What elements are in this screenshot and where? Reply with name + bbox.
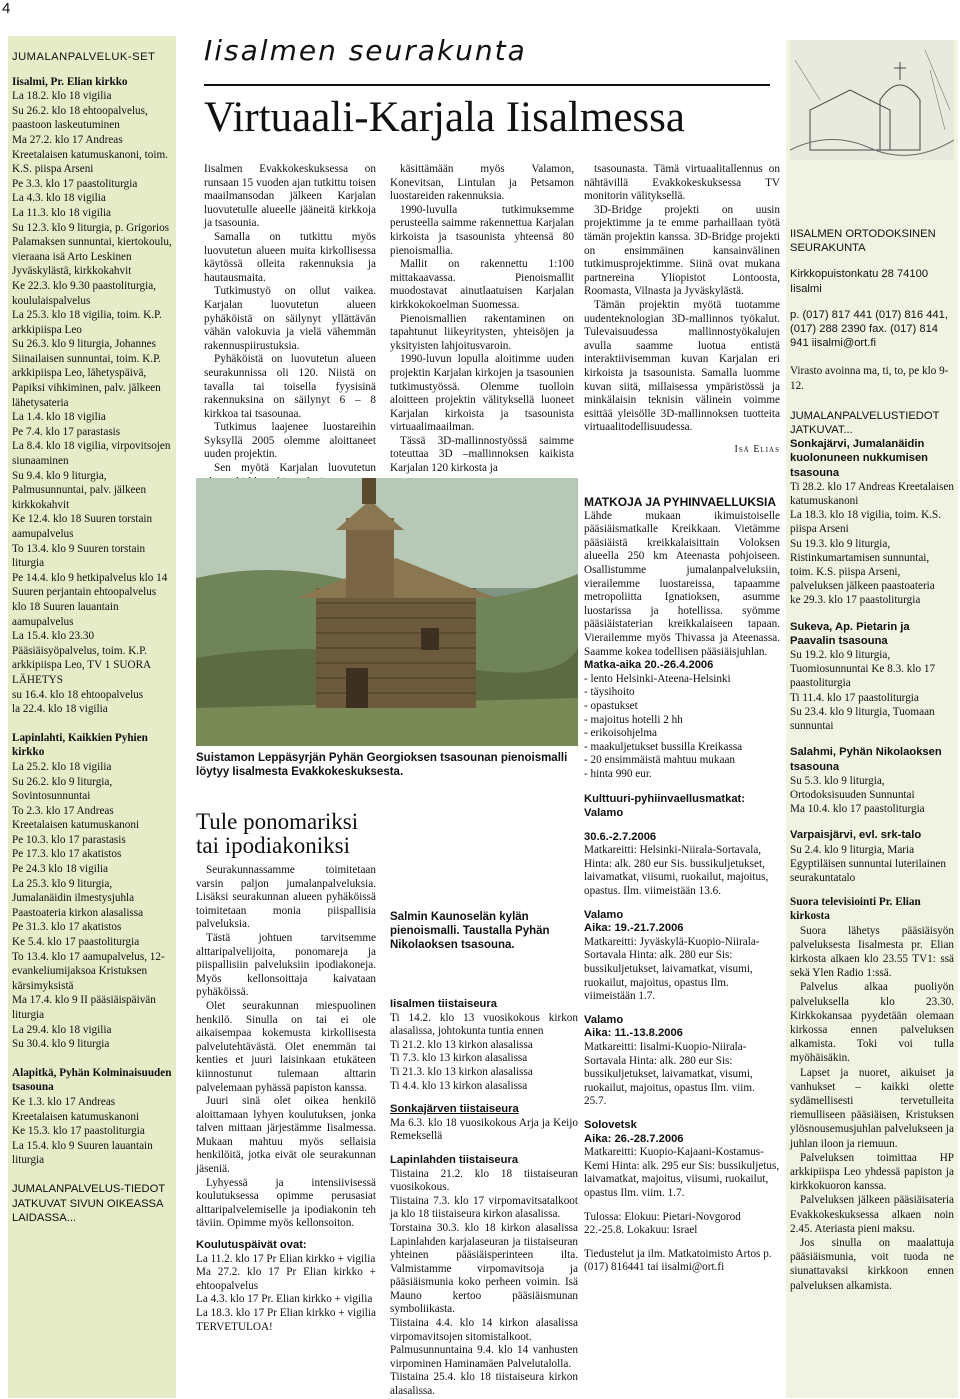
varpaisjarvi-title: Varpaisjärvi, evl. srk-talo — [790, 829, 922, 842]
trip-line: - täysihoito — [584, 686, 635, 699]
trip-line: - lento Helsinki-Ateena-Helsinki — [584, 672, 731, 685]
article-col-1 — [204, 163, 376, 489]
trip-dates: 30.6.-2.7.2006 — [584, 830, 657, 843]
service-line: Ke 12.4. klo 18 Suuren torstain aamupalvelus — [12, 513, 153, 540]
service-line: Su 26.3. klo 9 liturgia, Johannes Siinailaisen sunnuntai, toim. K.P. arkkipiispa Leo, lähetyspäivä, Papiksi vihkiminen, palv. jälkeen lähetysateria — [12, 338, 161, 409]
ponomari-paragraph: Lyhyessä ja intensiivisessä koulutuksessa opimme perusasiat alttaripalvelemiselle ja ipodiakonin teh täviin. Opimme myös kellonsoiton. — [196, 1176, 376, 1230]
service-line: La 25.3. klo 9 liturgia, Jumalanäidin ilmestysjuhla — [12, 877, 135, 905]
service-line: La 18.3. klo 18 vigilia, toim. K.S. piispa Arseni — [790, 509, 942, 536]
matkoja-block — [584, 496, 780, 1275]
left-sidebar-services — [8, 36, 176, 1398]
article-paragraph: 1990-luvulla tutkimuksemme perusteella saimme rakennettua Karjalan kirkoista ja tsasounista yhteensä 80 pienoismallia. — [390, 203, 574, 257]
ponomari-paragraph: Olet seurakunnan miespuolinen henkilö. Sinulla on tai ei ole aikaisempaa kokemusta kirkollisesta palvelutehtävästä. Olet enemmän tai kenties et juuri laisinkaan etukäteen kiinnostunut tulemaan alttarin palvelemaan pyhässä papiston kanssa. — [196, 999, 376, 1094]
article-paragraph: Pienoismallien rakentaminen on tapahtunut liikeyritysten, yhteisöjen ja yksityisten lahjoitusvaroin. — [390, 312, 574, 352]
contact: Tiedustelut ja ilm. Matkatoimisto Artos p. (017) 816441 tai iisalmi@ort.fi — [584, 1247, 772, 1274]
trip-dates: Aika: 26.-28.7.2006 — [584, 1132, 684, 1145]
service-line: Ti 28.2. klo 17 Andreas Kreetalaisen katumuskanoni — [790, 480, 954, 508]
culture-trip — [584, 1119, 780, 1201]
office-hours: Virasto avoinna ma, ti, to, pe klo 9-12. — [790, 365, 949, 392]
lapinlahti-tiistaiseura-title: Lapinlahden tiistaiseura — [390, 1153, 519, 1166]
trip-title: Matka-aika 20.-26.4.2006 — [584, 659, 714, 672]
chapel-model-illustration — [196, 478, 578, 746]
service-line: Ma 10.4. klo 17 paastoliturgia — [790, 803, 925, 816]
tiistaiseura-line: Ti 7.3. klo 13 kirkon alasalissa — [390, 1052, 528, 1065]
training-title: Koulutuspäivät ovat: — [196, 1239, 307, 1252]
matkoja-title: MATKOJA JA PYHINVAELLUKSIA — [584, 495, 777, 509]
church-drawing-icon — [790, 40, 954, 160]
service-line: su 16.4. klo 18 ehtoopalvelus — [12, 688, 144, 701]
ponomari-body — [196, 864, 376, 1334]
header-rule — [204, 84, 770, 86]
tiistaiseura-line: Ti 14.2. klo 13 vuosikokous kirkon alasalissa, johtokunta tuntia ennen — [390, 1011, 578, 1038]
service-line: Ke 15.3. klo 17 paastoliturgia — [12, 1125, 145, 1138]
service-line: La 15.4. klo 23.30 Pääsiäisyöpalvelus, toim. K.P. arkkipiispa Leo, TV 1 SUORA LÄHETYS — [12, 630, 151, 686]
sonkajarvi-title: Sonkajärvi, Jumalanäidin kuolonuneen nukkumisen tsasouna — [790, 438, 928, 479]
tv-title: Suora televisiointi Pr. Elian kirkosta — [790, 896, 921, 923]
trip-destination: Valamo — [584, 908, 624, 921]
alapitka-title: Alapitkä, Pyhän Kolminaisuuden tsasouna — [12, 1066, 172, 1094]
trip-destination: Solovetsk — [584, 1118, 637, 1131]
article-paragraph: Samalla on tutkittu myös luovutetun alueen muita kirkollisessa käytössä olleita rakennuksia ja hautausmaita. — [204, 230, 376, 284]
trip-line: - hinta 990 eur. — [584, 767, 652, 780]
service-line: La 1.4. klo 18 vigilia — [12, 411, 106, 424]
continue-heading: JUMALANPALVELUSTIEDOT JATKUVAT... — [790, 409, 940, 437]
tv-paragraph: Palveluksen toimittaa HP arkkipiispa Leo yhdessä papiston ja kirkkokuoron kanssa. — [790, 1151, 954, 1193]
article-paragraph: Tutkimustyö on ollut vaikea. Karjalan luovutetun alueen pyhäköistä on säilynyt yllättävän vähän valokuvia ja vielä vähemmän rakennuspiirustuksia. — [204, 285, 376, 352]
tiistaiseura-line: Tiistaina 4.4. klo 14 kirkon alasalissa virpomavitsojen sitomistalkoot. — [390, 1317, 578, 1343]
service-line: Pe 14.4. klo 9 hetkipalvelus klo 14 Suuren perjantain ehtoopalvelus — [12, 571, 168, 599]
trip-dates: Aika: 11.-13.8.2006 — [584, 1027, 683, 1040]
service-line: Ke 1.3. klo 17 Andreas Kreetalaisen katumuskanoni — [12, 1095, 140, 1123]
ponomari-paragraph: Tästä johtuen tarvitsemme alttaripalvelijoita, ponomareja ja piispallisiin palveluksiin ipodiakoneja. Myös kellonsoittaja kaivataan pyhäköissä. — [196, 931, 376, 999]
service-line: Pe 7.4. klo 17 parastasis — [12, 425, 121, 438]
service-line: To 2.3. klo 17 Andreas Kreetalaisen katumuskanoni — [12, 804, 140, 832]
service-line: Ke 5.4. klo 17 paastoliturgia — [12, 936, 140, 949]
article-col-3 — [584, 163, 780, 456]
service-line: Ma 17.4. klo 9 II pääsiäispäivän liturgia — [12, 994, 156, 1021]
culture-title: Kulttuuri-pyhiinvaellusmatkat: Valamo — [584, 793, 745, 820]
tv-paragraph: Palveluksen jälkeen pääsiäisateria Evakkokeskuksessa alkaen noin 2.45. Ateriasta pieni maksu. — [790, 1194, 954, 1235]
trip-details: Matkareitti: Jyväskylä-Kuopio-Niirala-Sortavala Hinta: alk. 280 eur Sis: bussikuljetukset, laivamatkat, visumi, ruokailut, majoitus, opastus Ilm. viimeistään 1.7. — [584, 935, 760, 1003]
trip-details: Matkareitti: Kuopio-Kajaani-Kostamus-Kemi Hinta: alk. 295 eur Sis: bussikuljetus, laivamatkat, majoitus, viisumi, ruokailut, opastus Ilm. viim. 1.7. — [584, 1146, 780, 1199]
lapinlahti-title: Lapinlahti, Kaikkien Pyhien kirkko — [12, 731, 148, 759]
tulossa: Tulossa: Elokuu: Pietari-Novgorod 22.-25.8. Lokakuu: Israel — [584, 1210, 741, 1237]
service-line: La 25.2. klo 18 vigilia — [12, 760, 112, 773]
tv-paragraph: Palvelus alkaa puoliyön palveluksella klo 23.30. Kirkkokansaa pyydetään olemaan kirkossa ennen palveluksen alkamista. Toki voi tulla myöhäisäkin. — [790, 981, 954, 1065]
service-line: To 13.4. klo 17 aamupalvelus, 12-evankeliumijaksoa Kristuksen kärsimyksistä — [12, 950, 165, 992]
trip-line: - erikoisohjelma — [584, 727, 658, 740]
service-line: klo 18 Suuren lauantain aamupalvelus — [12, 600, 119, 628]
trip-line: - opastukset — [584, 699, 638, 712]
article-paragraph: Iisalmen Evakkokeskuksessa on runsaan 15 vuoden ajan tutkittu toisen maailmansodan jälkeen Karjalan luovutetulle alueelle jääneitä kirkkoja ja tsasounia. — [204, 163, 376, 230]
headline: Virtuaali-Karjala Iisalmessa — [204, 94, 685, 141]
service-line: Pe 24.3 klo 18 vigilia — [12, 863, 109, 876]
alapitka-list — [12, 1095, 172, 1168]
article-paragraph: käsittämään myös Valamon, Konevitsan, Lintulan ja Petsamon luostareiden rakennuksia. — [390, 163, 574, 203]
service-line: Pe 10.3. klo 17 parastasis — [12, 833, 126, 846]
tiistaiseura-line: Ti 21.2. klo 13 kirkon alasalissa — [390, 1038, 533, 1051]
matkoja-intro: Lähde mukaan ikimuistoiselle pääsiäismatkalle Kreikkaan. Vietämme pääsiäistä kreikkalaisittain Voloksen alueella 250 km Ateenasta pohjoiseen. Osallistumme jumalanpalveluksiin, vierailemme luostareissa, tapaamme metropoliitta Ignatioksen, asumme luostarissa ja hotellissa. syömme pääsiäistaterian kreikkalaiseen tapaan. Vierailemme myös Thivassa ja Ateenassa. Saamme kokea todellisen pääsiäisjuhlan. — [584, 509, 780, 658]
tiistaiseura-line: Palmusunnuntaina 9.4. klo 14 vanhusten virpominen Haminamäen Palvelutalolla. — [390, 1344, 578, 1370]
article-paragraph: 3D-Bridge projekti on uusin projektimme ja te emme parhaillaan työtä tämän projektin kanssa. 3D-Bridge projekti on ensimmäinen kansainvälinen tutkimusprojektimme. Siinä ovat mukana partnereina Yliopistot Lontoosta, Roomasta, Vilnasta ja Jyväskylästä. — [584, 203, 780, 298]
service-line: To 13.4. klo 9 Suuren torstain liturgia — [12, 542, 146, 570]
lapinlahti-list — [12, 760, 172, 1052]
signature: Isä Elias — [734, 443, 780, 455]
trip-line: - 20 ensimmäistä mahtuu mukaan — [584, 754, 735, 767]
tiistaiseura-line: Ti 21.3. klo 13 kirkon alasalissa — [390, 1065, 533, 1078]
service-line: Pe 17.3. klo 17 akatistos — [12, 848, 122, 861]
training-line: La 18.3. klo 17 Pr Elian kirkko + vigilia TERVETULOA! — [196, 1307, 376, 1333]
service-line: Su 23.4. klo 9 liturgia, Tuomaan sunnuntai — [790, 705, 935, 733]
tiistaiseura-line: Tiistaina 21.2. klo 18 tiistaiseuran vuosikokous. — [390, 1167, 578, 1194]
iisalmi-tiistaiseura-title: Iisalmen tiistaiseura — [390, 998, 497, 1010]
service-line: La 15.4. klo 9 Suuren lauantain liturgia — [12, 1139, 153, 1167]
article-paragraph: Pyhäköistä on luovutetun alueen seurakunnissa oli 120. Niistä on tavalla tai toisella fyysisinä rakennuksina on säilynyt 6 – 8 kirkkoa tai tsasounaa. — [204, 353, 376, 420]
training-line: La 11.2. klo 17 Pr Elian kirkko + vigilia — [196, 1252, 376, 1265]
org-phones: p. (017) 817 441 (017) 816 441, (017) 288 2390 fax. (017) 814 941 iisalmi@ort.fi — [790, 308, 948, 350]
service-line: La 11.3. klo 18 vigilia — [12, 206, 112, 219]
tiistaiseura-line: Tiistaina 25.4. klo 18 tiistaiseura kirkon alasalissa. — [390, 1371, 578, 1398]
service-line: Su 26.2. klo 18 ehtoopalvelus, paastoon laskeutuminen — [12, 104, 148, 132]
sukeva-title: Sukeva, Ap. Pietarin ja Paavalin tsasouna — [790, 620, 910, 647]
service-line: ke 29.3. klo 17 paastoliturgia — [790, 594, 921, 607]
tiistaiseura-line: Torstaina 30.3. klo 18 kirkon alasalissa Lapinlahden karjalaseuran ja tiistaiseuran yhteinen pääsiäisperinteen ilta. Valmistamme virpomavitsoja ja pääsiäismunia koko perheen voimin. Isä Mauno kertoo pääsiäismunan symboliikasta. — [390, 1221, 578, 1316]
article-paragraph: Tämän projektin myötä tuotamme uudenteknologian 3D-mallinnos työkalut. Tulevaisuudessa mallinnostyökalujen avulla saamme luotua entistä interaktiivisemman kuvan Karjalan eri kirkoista ja tsasounista. Samalla luomme kuvan siitä, millaisessa ympäristössä ja minkälaisin teknisin välinein voimme esittää yleisölle 3D-mallinnoksen tuotteita virtuaalitodellisuudessa. — [584, 298, 780, 434]
service-line: Paastoateria kirkon alasalissa — [12, 906, 144, 919]
trip-line: - maakuljetukset bussilla Kreikassa — [584, 740, 743, 753]
article-paragraph: 1990-luvun lopulla aloitimme uuden projektin Karjalan kirkojen ja tsasounien tutkimustyössä. Olemme tuolloin aloitteen projektin välityksellä luoneet Karjalan kirkoista ja tsasounista virtuaalimaailman. — [390, 353, 574, 434]
ponomari-paragraph: Juuri sinä olet oikea henkilö aloittamaan lyhyen koulutuksen, jonka talven mittaan järjestämme Iisalmessa. Mukaan mahtuu myös sellaisia henkilöitä, jotka eivät ole seurakunnan jäseniä. — [196, 1095, 376, 1176]
right-sidebar — [786, 40, 958, 1398]
section-kicker: Iisalmen seurakunta — [204, 34, 527, 67]
service-line: La 29.4. klo 18 vigilia — [12, 1023, 112, 1036]
training-line: Ma 27.2. klo 17 Pr Elian kirkko + ehtoopalvelus — [196, 1266, 376, 1292]
service-line: Su 26.2. klo 9 liturgia, Sovintosunnuntai — [12, 775, 113, 803]
service-line: La 18.2. klo 18 vigilia — [12, 90, 112, 103]
trip-destination: Valamo — [584, 1013, 624, 1026]
article-paragraph: tsasounasta. Tämä virtuaalitallennus on nähtävillä Evakkokeskuksessa TV monitorin välityksellä. — [584, 163, 780, 203]
service-line: Su 5.3. klo 9 liturgia, Ortodoksisuuden Sunnuntai — [790, 774, 915, 801]
service-line: Pe 31.3. klo 17 akatistos — [12, 921, 122, 934]
tv-paragraph: Suora lähetys pääsiäisyön palveluksesta Iisalmesta pr. Elian kirkosta alkaen klo 23.55 TV1: ssä sekä Ylen Radio 1:ssä. — [790, 924, 954, 980]
trip-details: Matkareitti: Helsinki-Niirala-Sortavala, Hinta: alk. 280 eur Sis. bussikuljetukset, laivamatkat, viisumi, ruokailut, majoitus, opastus. Ilm. viimeistään 13.6. — [584, 844, 769, 898]
ponomari-paragraph: Seurakunnassamme toimitetaan varsin paljon jumalanpalveluksia. Lisäksi seurakunnan alueen pyhäköissä toimitetaan monia piispallisia palveluksia. — [196, 864, 376, 931]
tiistaiseura-line: Ti 4.4. klo 13 kirkon alasalissa — [390, 1079, 528, 1092]
ponomari-title: Tule ponomariksi tai ipodiakoniksi — [196, 809, 359, 858]
salahmi-title: Salahmi, Pyhän Nikolaoksen tsasouna — [790, 746, 942, 773]
trip-details: Matkareitti: Iisalmi-Kuopio-Niirala-Sortavala Hinta: alk. 280 eur Sis: bussikuljetukset, laivamatkat, visumi, ruokailut, majoitus, opastus Ilm. viim. 25.7. — [584, 1040, 755, 1108]
service-line: Pe 3.3. klo 17 paastoliturgia — [12, 177, 138, 190]
trip-dates: Aika: 19.-21.7.2006 — [584, 922, 684, 935]
tiistaiseurat-block — [390, 998, 578, 1399]
org-address: Kirkkopuistonkatu 28 74100 Iisalmi — [790, 268, 929, 295]
service-line: Ti 11.4. klo 17 paastoliturgia — [790, 691, 919, 704]
tiistaiseura-line: Ma 6.3. klo 18 vuosikokous Arja ja Keijo Remeksellä — [390, 1116, 578, 1143]
culture-trip — [584, 1014, 780, 1109]
salmin-caption: Salmin Kaunoselän kylän pienoismalli. Taustalla Pyhän Nikolaoksen tsasouna. — [390, 911, 550, 951]
culture-trip — [584, 909, 780, 1004]
article-paragraph: Sen myötä Karjalan luovutetun — [214, 462, 376, 475]
service-line: La 4.3. klo 18 vigilia — [12, 192, 106, 205]
service-line: La 8.4. klo 18 vigilia, virpovitsojen siunaaminen — [12, 440, 171, 468]
iisalmi-list — [12, 89, 172, 717]
service-line: Ma 27.2. klo 17 Andreas Kreetalaisen katumuskanoni, toim. K.S. piispa Arseni — [12, 133, 168, 176]
service-line: La 25.3. klo 18 vigilia, toim. K.P. arkkipiispa Leo — [12, 309, 162, 336]
service-line: Su 12.3. klo 9 liturgia, p. Grigorios Palamaksen sunnuntai, kiertokoulu, vieraana isä Arto Leskinen Jyväskylästä, kirkkokahvit — [12, 221, 172, 278]
service-line: la 22.4. klo 18 vigilia — [12, 703, 108, 716]
services-heading: JUMALANPALVELUK-SET — [12, 51, 156, 63]
article-col-2 — [390, 163, 574, 476]
service-line: Su 19.3. klo 9 liturgia, Ristinkumartamisen sunnuntai, toim. K.S. piispa Arseni, palveluksen jälkeen paastoateria — [790, 537, 935, 593]
training-line: La 4.3. klo 17 Pr. Elian kirkko + vigilia — [196, 1293, 373, 1306]
article-paragraph: Tässä 3D-mallinnostyössä saimme toteuttaa 3D –mallinnoksen kaikista Karjalan 120 kirkosta ja — [390, 434, 574, 475]
iisalmi-title: Iisalmi, Pr. Elian kirkko — [12, 75, 128, 88]
page-number: 4 — [2, 0, 11, 17]
tv-paragraph: Jos sinulla on maalattuja pääsiäismunia, voit tuoda ne siunattavaksi kirkkoon ennen palveluksen alkamista. — [790, 1237, 954, 1292]
continue-note: JUMALANPALVELUS-TIEDOT JATKUVAT SIVUN OIKEASSA LAIDASSA... — [12, 1182, 165, 1225]
chapel-model-photo — [196, 478, 578, 746]
tv-paragraph: Lapset ja nuoret, aikuiset ja vanhukset – kaikki olette sydämellisesti tervetulleita riemulliseen pääsiäisen, Kristuksen ylösnousemusjuhlan palvelukseen ja juhlan iloon ja riemuun. — [790, 1066, 954, 1150]
org-name: IISALMEN ORTODOKSINEN SEURAKUNTA — [790, 228, 936, 255]
tiistaiseura-line: Tiistaina 7.3. klo 17 virpomavitsatalkoot ja klo 18 tiistaiseura kirkon alasalissa. — [390, 1194, 578, 1221]
culture-trip — [584, 831, 780, 899]
article-paragraph: Tutkimus laajenee luostareihin Syksyllä 2005 olemme aloittaneet uuden projektin. — [204, 421, 376, 461]
sonkajarvi-tiistaiseura-title: Sonkajärven tiistaiseura — [390, 1103, 519, 1116]
service-line: Su 19.2. klo 9 liturgia, Tuomiosunnuntai Ke 8.3. klo 17 paastoliturgia — [790, 649, 936, 690]
article-paragraph: Mallit on rakennettu 1:100 mittakaavassa. Pienoismallit muodostavat ainutlaatuisen Karjalan kirkkokokoelman Suomessa. — [390, 258, 574, 311]
service-line: Su 30.4. klo 9 liturgia — [12, 1038, 110, 1051]
trip-line: - majoitus hotelli 2 hh — [584, 713, 683, 726]
service-line: Ke 22.3. klo 9.30 paastoliturgia, koululaispalvelus — [12, 279, 156, 307]
service-line: Su 2.4. klo 9 liturgia, Maria Egyptiläisen sunnuntai luterilainen seurakuntatalo — [790, 843, 946, 884]
photo-caption: Suistamon Leppäsyrjän Pyhän Georgioksen tsasounan pienoismalli löytyy Iisalmesta Evakkokeskuksesta. — [196, 752, 568, 778]
service-line: Su 9.4. klo 9 liturgia, Palmusunnuntai, palv. jälkeen kirkkokahvit — [12, 469, 147, 511]
